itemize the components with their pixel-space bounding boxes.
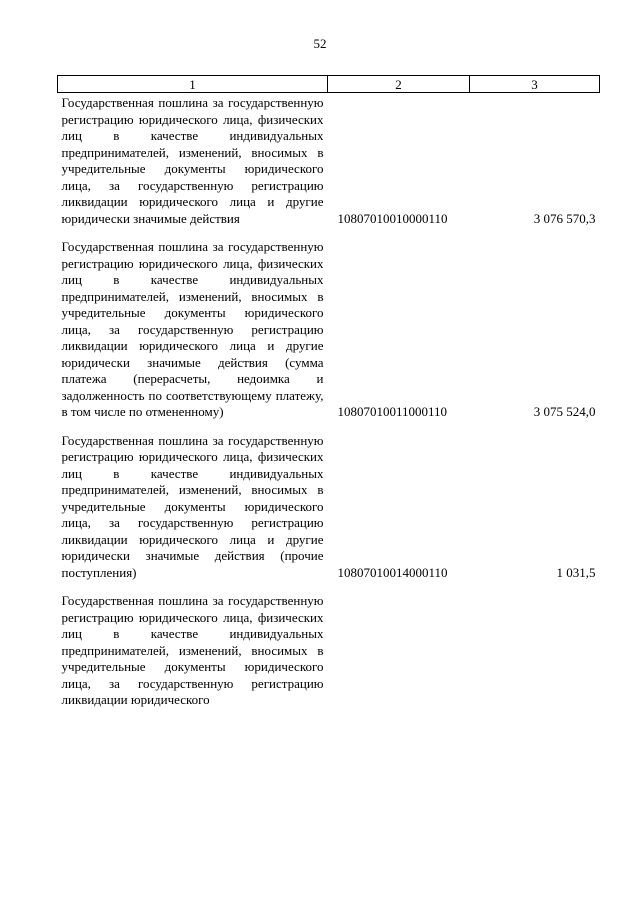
row-description: Государственная пошлина за государственную регистрацию юридического лица, физических лиц в качестве индивидуальных предпринимателей, изменений, вносимых в учредительные документы юридического лица, за государственную регистрацию ликвидации юридического лица и другие юридически значимые действия (61, 95, 324, 226)
row-amount: 3 076 570,3 (533, 210, 596, 226)
row-amount: 3 075 524,0 (533, 404, 596, 419)
table-row (58, 93, 600, 228)
table-row (58, 591, 600, 709)
row-amount: 1 031,5 (556, 564, 596, 580)
row-description: Государственная пошлина за государственную регистрацию юридического лица, физических лиц в качестве индивидуальных предпринимателей, изменений, вносимых в учредительные документы юридического лица, за государственную регистрацию ликвидации юридического лица и другие юридически значимые действия (прочие поступления) (61, 432, 324, 580)
table-header-row (58, 76, 600, 93)
row-code: 10807010011000110 (337, 404, 448, 419)
column-header-2: 2 (328, 76, 470, 93)
column-header-3: 3 (470, 76, 600, 93)
table-row (58, 431, 600, 582)
row-description: Государственная пошлина за государственную регистрацию юридического лица, физических лиц в качестве индивидуальных предпринимателей, изменений, вносимых в учредительные документы юридического лица, за государственную регистрацию ликвидации юридического лица и другие юридически значимые действия (сумма платежа (перерасчеты, недоимка и задолженность по соответствующему платежу, в том числе по отмененному) (61, 239, 324, 419)
row-code: 10807010010000110 (337, 210, 448, 226)
row-code (328, 591, 470, 709)
page-number: 52 (313, 36, 327, 51)
column-header-1: 1 (58, 76, 328, 93)
row-code: 10807010014000110 (337, 564, 448, 580)
row-description: Государственная пошлина за государственную регистрацию юридического лица, физических лиц в качестве индивидуальных предпринимателей, изменений, вносимых в учредительные документы юридического лица, за государственную регистрацию ликвидации юридического (61, 593, 324, 707)
row-amount (470, 591, 600, 709)
budget-revenue-table (57, 75, 600, 709)
table-row (58, 237, 600, 421)
